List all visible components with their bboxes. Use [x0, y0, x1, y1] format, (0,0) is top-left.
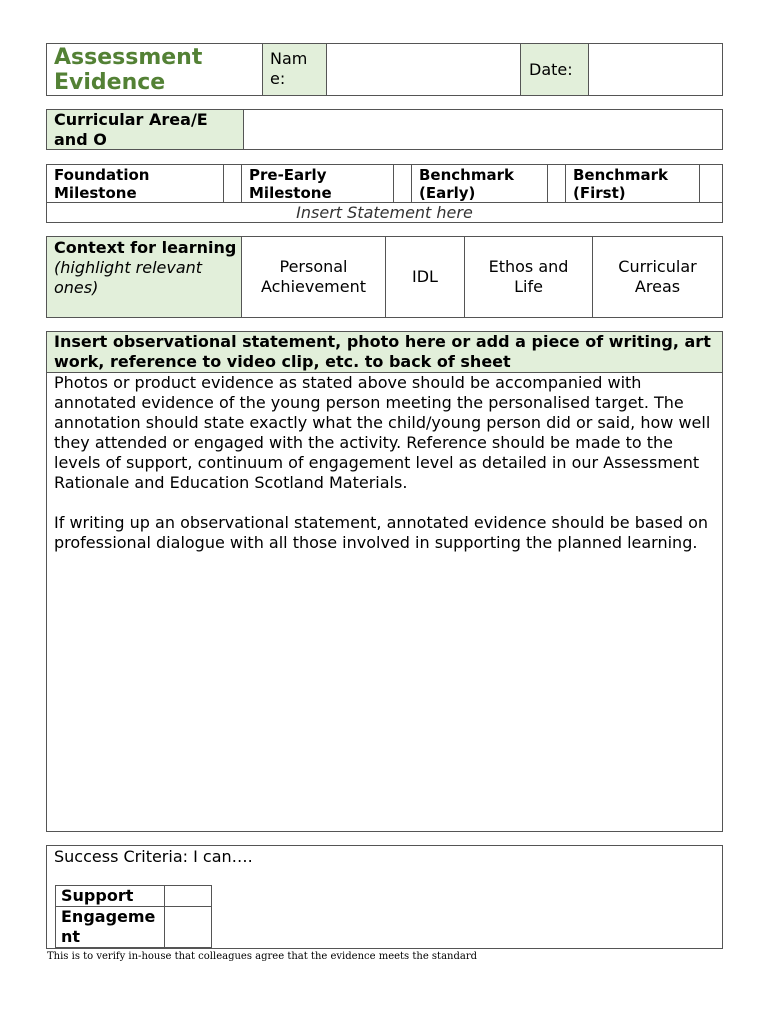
context-option-label: IDL [412, 267, 438, 286]
benchmark-statement-field[interactable]: Insert Statement here [296, 203, 473, 222]
evidence-guidance-paragraph: Photos or product evidence as stated above should be accompanied with annotated evidence of the young person meeting the personalised target. The annotation should state exactly what the child/young person did or said, how well they attended or engaged with the activity. Reference should be made to the levels of support, continuum of engagement level as detailed in our Assessment Rationale and Education Scotland Materials. [54, 373, 711, 492]
context-option-label: Ethos and Life [488, 257, 569, 296]
benchmark-foundation-checkbox[interactable] [224, 165, 241, 203]
evidence-box [46, 331, 723, 832]
header-table [46, 43, 723, 96]
benchmark-pre-early-label: Pre-Early Milestone [249, 166, 332, 202]
name-label-text: Nam e: [270, 49, 308, 88]
date-label [521, 44, 588, 95]
evidence-guidance-paragraph: If writing up an observational statement, annotated evidence should be based on professional dialogue with all those involved in supporting the planned learning. [54, 513, 708, 552]
name-label [263, 44, 326, 95]
benchmark-first-checkbox[interactable] [700, 165, 722, 203]
benchmark-early-checkbox[interactable] [548, 165, 565, 203]
context-label: Context for learning [54, 238, 237, 257]
context-option-ethos-and-life[interactable] [465, 237, 592, 317]
benchmark-foundation-label: Foundation Milestone [54, 166, 150, 202]
context-option-label: Curricular Areas [618, 257, 697, 296]
success-criteria-label: Success Criteria: I can…. [54, 847, 253, 866]
benchmark-pre-early-checkbox[interactable] [394, 165, 411, 203]
support-label: Support [61, 886, 134, 905]
context-table [46, 236, 723, 318]
context-option-personal-achievement[interactable] [242, 237, 385, 317]
engagement-label: Engagement [61, 907, 156, 946]
date-label-text: Date: [529, 59, 573, 79]
context-label-cell [47, 237, 241, 317]
name-field[interactable] [327, 44, 520, 95]
evidence-heading: Insert observational statement, photo here or add a piece of writing, art work, reference to video clip, etc. to back of sheet [47, 332, 722, 372]
curricular-area-label: Curricular Area/E and O [47, 110, 243, 149]
context-option-label: Personal Achievement [260, 257, 367, 296]
curricular-area-table [46, 109, 723, 150]
support-engagement-table [55, 885, 212, 948]
context-option-idl[interactable] [386, 237, 464, 317]
context-option-curricular-areas[interactable] [593, 237, 722, 317]
document-title: Assessment Evidence [47, 44, 262, 95]
success-criteria-box [46, 845, 723, 949]
support-field[interactable] [165, 886, 211, 906]
curricular-area-field[interactable] [244, 110, 722, 149]
engagement-field[interactable] [165, 907, 211, 947]
footnote: This is to verify in-house that colleagues agree that the evidence meets the standard [47, 951, 478, 962]
benchmark-first-label: Benchmark (First) [573, 166, 668, 202]
benchmark-early-label: Benchmark (Early) [419, 166, 514, 202]
context-hint: (highlight relevant ones) [54, 258, 203, 297]
benchmark-table [46, 164, 723, 223]
evidence-content-area[interactable] [47, 373, 722, 831]
date-field[interactable] [589, 44, 722, 95]
